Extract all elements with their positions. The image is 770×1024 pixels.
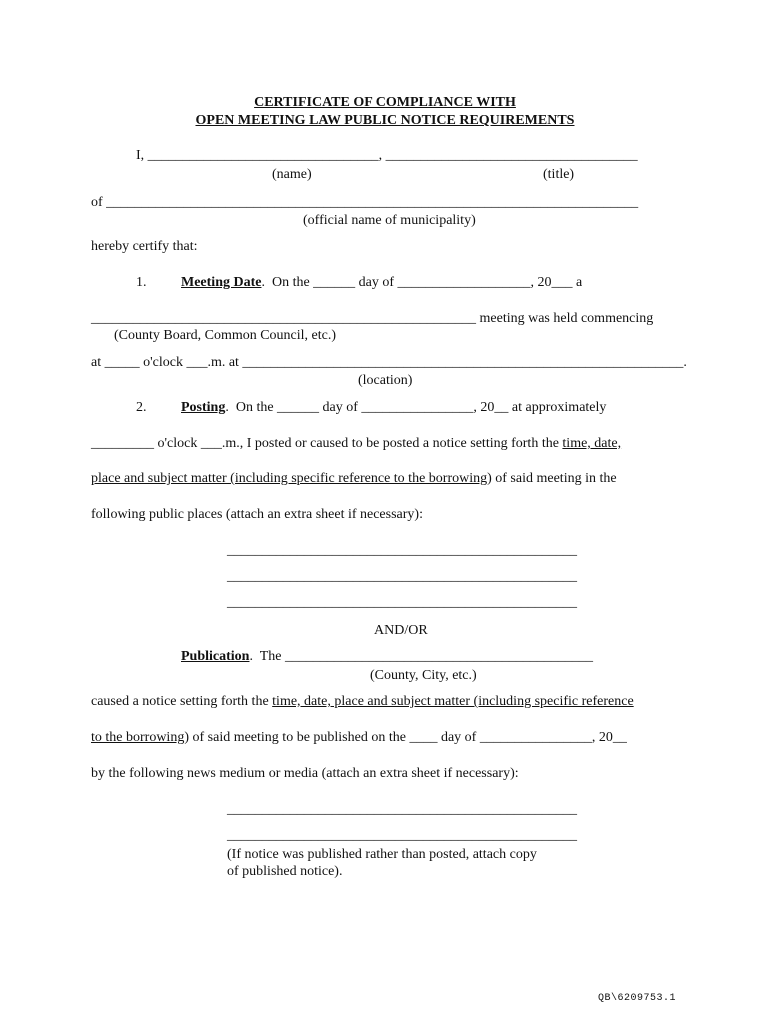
- name-title-line: I, _________________________________, ____________________________________: [136, 148, 638, 163]
- location-label: (location): [358, 373, 413, 388]
- posting-line-3-text: ) of said meeting in the: [487, 471, 617, 486]
- posting-line-2-text: _________ o'clock ___.m., I posted or caused to be posted a notice setting forth the: [91, 436, 563, 451]
- title-line-1: CERTIFICATE OF COMPLIANCE WITH: [254, 95, 516, 110]
- publication-line-3: by the following news medium or media (attach an extra sheet if necessary):: [91, 766, 519, 781]
- item-2-number: 2.: [136, 400, 147, 415]
- publication-line-1: [91, 694, 634, 710]
- publication-note-1: (If notice was published rather than posted, attach copy: [227, 847, 537, 862]
- document-code: QB\6209753.1: [598, 993, 677, 1004]
- posting-heading: Posting: [181, 400, 226, 415]
- item-1-text: . On the ______ day of ___________________, 20___ a: [261, 275, 583, 290]
- item-1-line: [181, 275, 582, 291]
- publication-text: . The ____________________________________________: [249, 649, 593, 664]
- item-2-line: [181, 400, 606, 416]
- municipality-line: of ____________________________________________________________________________: [91, 195, 639, 210]
- title-line-2: OPEN MEETING LAW PUBLIC NOTICE REQUIREMENTS: [195, 113, 575, 128]
- municipality-label: (official name of municipality): [303, 213, 476, 228]
- publication-line-1-underlined: time, date, place and subject matter (including specific reference: [272, 694, 634, 709]
- meeting-body-label: (County Board, Common Council, etc.): [114, 328, 337, 343]
- publication-line-1-text: caused a notice setting forth the: [91, 694, 273, 709]
- publication-heading: Publication: [181, 649, 250, 664]
- posting-line-4: following public places (attach an extra sheet if necessary):: [91, 507, 423, 522]
- meeting-body-line: _______________________________________________________ meeting was held commencing: [91, 311, 654, 326]
- media-blank-1: __________________________________________________: [227, 802, 577, 817]
- posting-line-2: [91, 436, 621, 452]
- posting-blank-1: __________________________________________________: [227, 543, 577, 558]
- publication-line-2: [91, 730, 627, 746]
- publication-note-2: of published notice).: [227, 864, 343, 879]
- publication-line-2-text: ) of said meeting to be published on the ____ day of ________________, 20__: [184, 730, 627, 745]
- item-2-text: . On the ______ day of ________________, 20__ at approximately: [225, 400, 607, 415]
- publication-line-2-underlined: to the borrowing: [91, 730, 185, 745]
- meeting-date-heading: Meeting Date: [181, 275, 262, 290]
- posting-line-2-underlined: time, date,: [562, 436, 622, 451]
- posting-line-3-underlined: place and subject matter (including specific reference to the borrowing: [91, 471, 488, 486]
- meeting-at-line: at _____ o'clock ___.m. at _______________________________________________________________.: [91, 355, 687, 370]
- publication-line: [181, 649, 593, 665]
- media-blank-2: __________________________________________________: [227, 828, 577, 843]
- name-label: (name): [272, 167, 312, 182]
- publication-label: (County, City, etc.): [370, 668, 477, 683]
- posting-blank-3: __________________________________________________: [227, 595, 577, 610]
- posting-blank-2: __________________________________________________: [227, 569, 577, 584]
- title-label: (title): [543, 167, 575, 182]
- certify-text: hereby certify that:: [91, 239, 198, 254]
- posting-line-3: [91, 471, 617, 487]
- and-or: AND/OR: [374, 623, 428, 638]
- item-1-number: 1.: [136, 275, 147, 290]
